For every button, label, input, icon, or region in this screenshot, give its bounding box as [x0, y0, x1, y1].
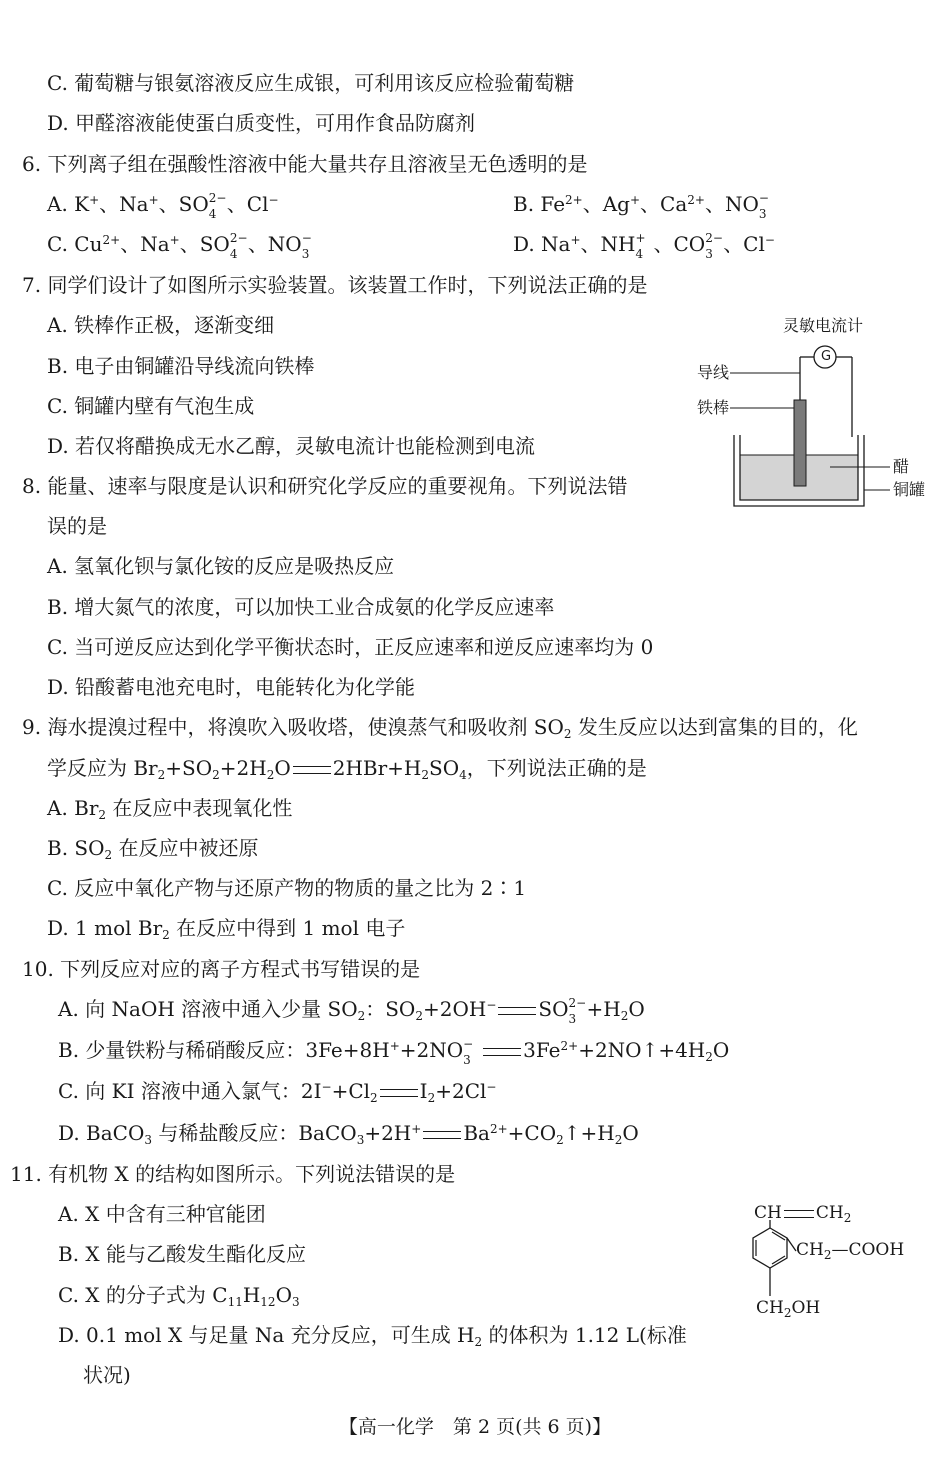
q7-stem: 7. 同学们设计了如图所示实验装置。该装置工作时，下列说法正确的是: [22, 273, 648, 297]
q10-option-c: C. 向 KI 溶液中通入氯气：$2I^-+Cl_2$ $I_2+2Cl^-$: [58, 1079, 497, 1105]
q8-stem-line1: 8. 能量、速率与限度是认识和研究化学反应的重要视角。下列说法错: [22, 474, 628, 498]
galvanometer-label: 灵敏电流计: [783, 316, 864, 335]
q9-option-b: B. $SO_2$ 在反应中被还原: [47, 836, 259, 862]
q8-option-d: D. 铅酸蓄电池充电时，电能转化为化学能: [47, 675, 416, 699]
hydroxymethyl-group: $CH_2OH$: [756, 1298, 821, 1320]
vinegar-label: 醋: [893, 457, 910, 476]
q6-option-c: C. $Cu^{2+}$、Na+、SO 2− 4 、NO − 3: [47, 230, 312, 261]
q8-stem-line2: 误的是: [47, 514, 107, 538]
q9-option-a: A. $Br_2$ 在反应中表现氧化性: [47, 796, 293, 822]
q10-option-a: A. 向 NaOH 溶液中通入少量 $SO_2$：$SO_2+2OH^-$ SO 2− 3 $+H_2O$: [58, 995, 645, 1026]
q9-option-c: C. 反应中氧化产物与还原产物的物质的量之比为 2∶1: [47, 876, 527, 900]
wire-label: 导线: [697, 363, 730, 382]
q11-option-d-line2: 状况): [83, 1363, 131, 1387]
q9-option-d: D. 1 mol $Br_2$ 在反应中得到 1 mol 电子: [47, 916, 406, 942]
carboxymethyl-group: $CH_2—COOH$: [796, 1240, 905, 1262]
q6-stem: 6. 下列离子组在强酸性溶液中能大量共存且溶液呈无色透明的是: [22, 152, 588, 176]
q10-option-b: B. 少量铁粉与稀硝酸反应：3Fe+8H++2NO − 3 $3Fe^{2+}+2NO↑+4H_2O$: [58, 1036, 730, 1067]
q11-option-b: B. X 能与乙酸发生酯化反应: [58, 1242, 307, 1266]
q5-option-c: C. 葡萄糖与银氨溶液反应生成银，可利用该反应检验葡萄糖: [47, 71, 575, 95]
q6-option-a: A. K+、Na+、SO 2− 4 、Cl−: [47, 190, 279, 221]
q7-option-d: D. 若仅将醋换成无水乙醇，灵敏电流计也能检测到电流: [47, 434, 536, 458]
galvanometer-symbol: G: [820, 349, 832, 364]
q10-stem: 10. 下列反应对应的离子方程式书写错误的是: [22, 957, 421, 981]
q7-option-c: C. 铜罐内壁有气泡生成: [47, 394, 255, 418]
q10-option-d: D. BaCO$_3$ 与稀盐酸反应：BaCO$_3$+2H+ $Ba^{2+}+CO_2↑+H_2O$: [58, 1121, 639, 1147]
q5-option-d: D. 甲醛溶液能使蛋白质变性，可用作食品防腐剂: [47, 111, 476, 135]
q11-option-a: A. X 中含有三种官能团: [58, 1202, 266, 1226]
iron-rod-label: 铁棒: [697, 398, 730, 417]
q6-option-b: B. $Fe^{2+}$、Ag+、$Ca^{2+}$、NO − 3: [513, 190, 769, 221]
q11-stem: 11. 有机物 X 的结构如图所示。下列说法错误的是: [10, 1162, 456, 1186]
copper-can-label: 铜罐: [893, 480, 926, 499]
q9-stem-line2: 学反应为 $Br_2+SO_2+2H_2O$ $2HBr+H_2SO_4$，下列说法正确的是: [47, 756, 647, 782]
q8-option-c: C. 当可逆反应达到化学平衡状态时，正反应速率和逆反应速率均为 0: [47, 635, 654, 659]
q6-option-d: D. Na+、NH + 4 、CO 2− 3 、Cl−: [513, 230, 775, 261]
vinyl-group: CH $CH_2$: [754, 1203, 852, 1225]
q11-option-d-line1: D. 0.1 mol X 与足量 Na 充分反应，可生成 $H_2$ 的体积为 1.12 L(标准: [58, 1323, 687, 1349]
q11-option-c: C. X 的分子式为 $C_{11}H_{12}O_3$: [58, 1283, 300, 1309]
q8-option-a: A. 氢氧化钡与氯化铵的反应是吸热反应: [47, 554, 395, 578]
q7-option-b: B. 电子由铜罐沿导线流向铁棒: [47, 354, 315, 378]
q8-option-b: B. 增大氮气的浓度，可以加快工业合成氨的化学反应速率: [47, 595, 555, 619]
q9-stem-line1: 9. 海水提溴过程中，将溴吹入吸收塔，使溴蒸气和吸收剂 $SO_2$ 发生反应以达到富集的目的，化: [22, 715, 858, 741]
page-footer: 【高一化学 第 2 页(共 6 页)】: [338, 1416, 612, 1438]
q7-option-a: A. 铁棒作正极，逐渐变细: [47, 313, 275, 337]
